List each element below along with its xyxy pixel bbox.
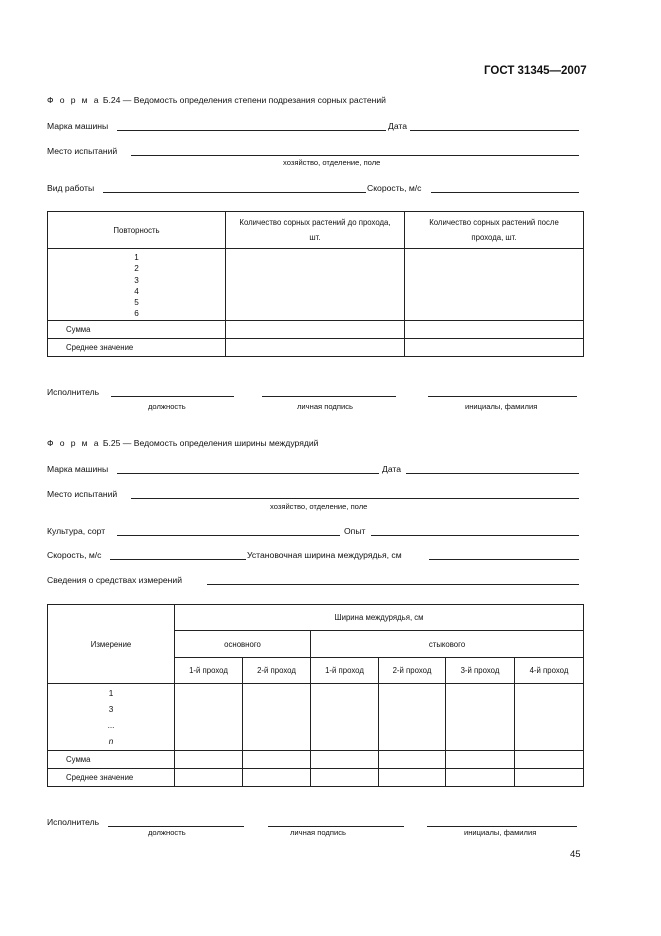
speed-field-line[interactable] [431,192,579,193]
header-repetition: Повторность [48,212,226,249]
mean-before-cell[interactable] [226,339,405,357]
position-hint: должность [148,402,186,411]
speed-field-line[interactable] [110,559,246,560]
work-type-label: Вид работы [47,183,95,193]
data-cell[interactable] [379,751,446,769]
signature-hint: личная подпись [290,828,346,837]
place-label: Место испытаний [47,146,118,156]
signature-hint: личная подпись [297,402,353,411]
name-hint: инициалы, фамилия [465,402,538,411]
date-field-line[interactable] [406,473,579,474]
mean-after-cell[interactable] [405,339,584,357]
header-weeds-before: Количество сорных растений до прохода, шт. [226,212,405,249]
table-row [48,339,584,357]
weeds-after-cell[interactable] [405,249,584,321]
table-row [48,321,584,339]
header-pass: 1-й проход [311,658,379,684]
header-pass: 4-й проход [515,658,584,684]
data-cell[interactable] [446,684,515,751]
row-number: n [108,737,114,746]
row-number: 5 [134,298,139,308]
position-field-line[interactable] [108,826,244,827]
sum-label: Сумма [48,751,175,769]
signature-field-line[interactable] [268,826,404,827]
weeds-before-cell[interactable] [226,249,405,321]
trial-label: Опыт [344,526,366,536]
culture-label: Культура, сорт [47,526,106,536]
header-weeds-after: Количество сорных растений после прохода, шт. [405,212,584,249]
header-row-width: Ширина междурядья, см [175,605,584,631]
culture-field-line[interactable] [117,535,340,536]
row-number: 6 [134,309,139,319]
table-row [48,751,584,769]
data-cell[interactable] [243,769,311,787]
table-row [48,249,584,321]
document-standard-id: ГОСТ 31345—2007 [484,65,587,77]
header-pass: 2-й проход [243,658,311,684]
form-b25-title [47,438,318,448]
machine-label: Марка машины [47,464,109,474]
speed-label: Скорость, м/с [47,550,102,560]
data-cell[interactable] [243,684,311,751]
data-cell[interactable] [311,751,379,769]
row-number: ... [107,721,115,730]
row-number: 1 [108,689,114,698]
row-width-field-line[interactable] [429,559,579,560]
data-cell[interactable] [515,769,584,787]
header-joint-group: стыкового [311,631,584,658]
machine-field-line[interactable] [117,130,386,131]
position-field-line[interactable] [111,396,234,397]
row-number: 4 [134,286,139,296]
weed-cutting-table [47,211,584,357]
sum-label: Сумма [48,321,226,339]
row-width-table [47,604,584,787]
place-label: Место испытаний [47,489,118,499]
place-field-line[interactable] [131,155,579,156]
date-field-line[interactable] [410,130,579,131]
executor-label: Исполнитель [47,817,100,827]
table-row [48,769,584,787]
work-type-field-line[interactable] [103,192,366,193]
name-field-line[interactable] [428,396,577,397]
table-header-row [48,212,584,249]
data-cell[interactable] [175,769,243,787]
header-pass: 1-й проход [175,658,243,684]
data-cell[interactable] [515,684,584,751]
measurement-means-field-line[interactable] [207,584,579,585]
name-hint: инициалы, фамилия [464,828,537,837]
mean-label: Среднее значение [48,769,175,787]
trial-field-line[interactable] [371,535,579,536]
page-number: 45 [570,849,581,860]
form-title-text: Б.25 — Ведомость определения ширины междурядий [102,438,319,448]
data-cell[interactable] [515,751,584,769]
machine-label: Марка машины [47,121,109,131]
form-b24-title [47,95,386,105]
row-number: 1 [134,253,139,262]
data-cell[interactable] [311,769,379,787]
data-cell[interactable] [379,684,446,751]
data-cell[interactable] [175,684,243,751]
place-field-line[interactable] [131,498,579,499]
header-pass: 3-й проход [446,658,515,684]
place-hint: хозяйство, отделение, поле [283,158,381,167]
date-label: Дата [388,121,408,131]
form-title-text: Б.24 — Ведомость определения степени подрезания сорных растений [102,95,386,105]
data-cell[interactable] [311,684,379,751]
form-label: Ф о р м а [47,438,101,448]
header-measurement: Измерение [48,605,175,684]
data-cell[interactable] [446,769,515,787]
name-field-line[interactable] [427,826,577,827]
header-pass: 2-й проход [379,658,446,684]
data-cell[interactable] [379,769,446,787]
place-hint: хозяйство, отделение, поле [270,502,368,511]
row-number: 2 [134,264,139,274]
repetition-numbers-cell [48,249,226,321]
row-width-label: Установочная ширина междурядья, см [247,550,402,560]
table-row [48,684,584,751]
sum-before-cell[interactable] [226,321,405,339]
form-label: Ф о р м а [47,95,101,105]
executor-label: Исполнитель [47,387,100,397]
table-header-row [48,605,584,631]
date-label: Дата [382,464,402,474]
sum-after-cell[interactable] [405,321,584,339]
machine-field-line[interactable] [117,473,379,474]
signature-field-line[interactable] [262,396,396,397]
speed-label: Скорость, м/с [367,183,422,193]
mean-label: Среднее значение [48,339,226,357]
measurement-means-label: Сведения о средствах измерений [47,575,182,585]
data-cell[interactable] [243,751,311,769]
row-number: 3 [134,275,139,285]
data-cell[interactable] [446,751,515,769]
measurement-numbers-cell [48,684,175,751]
header-main-group: основного [175,631,311,658]
position-hint: должность [148,828,186,837]
row-number: 3 [108,705,114,714]
data-cell[interactable] [175,751,243,769]
